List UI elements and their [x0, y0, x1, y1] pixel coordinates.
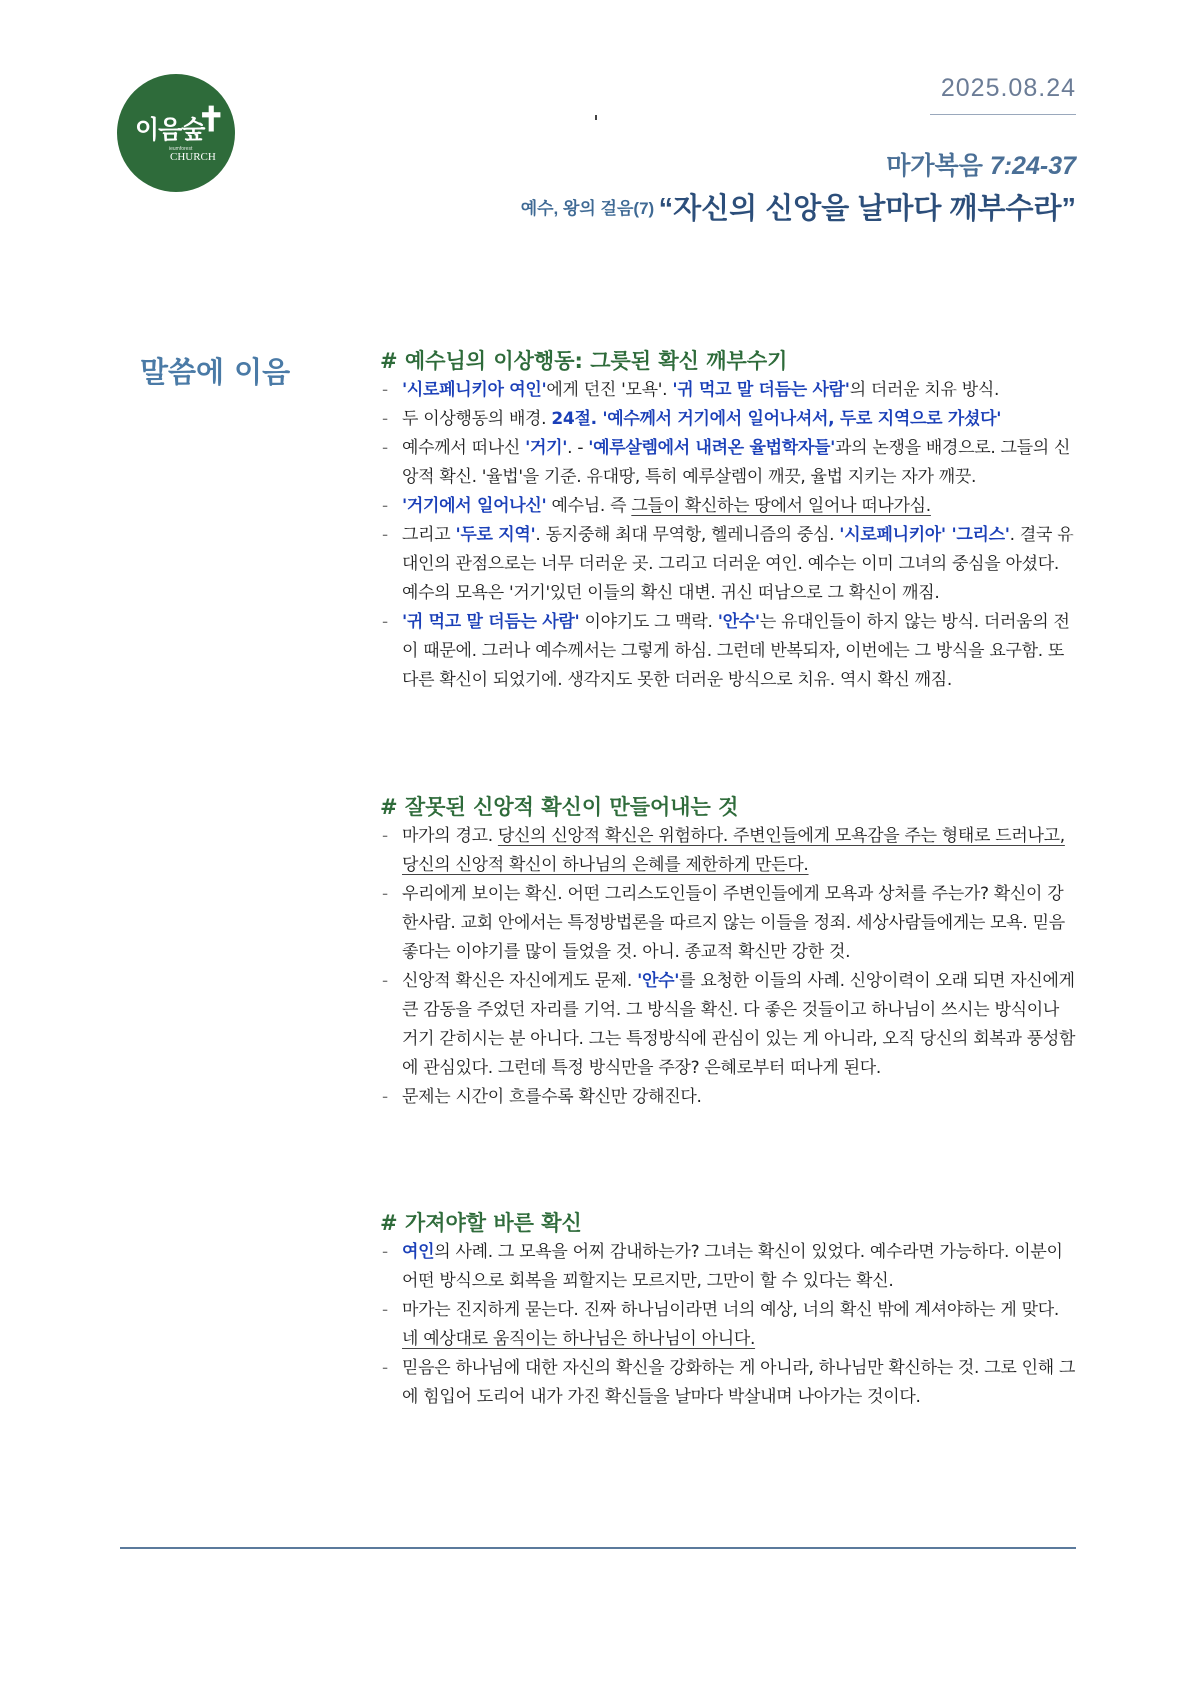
list-item [380, 521, 1076, 608]
highlighted-text: '거기' [525, 438, 568, 458]
highlighted-text: 24절. '예수께서 거기에서 일어나셔서, 두로 지역으로 가셨다' [551, 409, 1002, 429]
list-item [380, 405, 1076, 434]
section-2 [380, 792, 1076, 1112]
underlined-text: 그들이 확신하는 땅에서 일어나 떠나가심. [631, 496, 931, 516]
scripture-book: 마가복음 [886, 152, 983, 180]
highlighted-text: '거기에서 일어나신' [402, 496, 547, 516]
item-text: . 동지중해 최대 무역항, 헬레니즘의 중심. [535, 525, 840, 545]
item-text: 과의 논쟁을 배경으로. 그들의 신앙적 확신. '율법'을 기준. 유대땅, 특히 예루살렘이 깨끗, 율법 지키는 자가 깨끗. [402, 438, 1071, 487]
scripture-reference [886, 146, 1076, 182]
list-item [380, 880, 1076, 967]
cross-icon: ✝ [197, 100, 226, 140]
list-item [380, 376, 1076, 405]
section-list [380, 376, 1076, 695]
item-text: 는 유대인들이 하지 않는 방식. 더러움의 전이 때문에. 그러나 예수께서는 그렇게 하심. 그런데 반복되자, 이번에는 그 방식을 요구함. 또다른 확신이 되었기에. 생각지도 못한 더러운 방식으로 치유. 역시 확신 깨짐. [402, 612, 1070, 690]
highlighted-text: '안수' [637, 971, 680, 991]
item-text: 우리에게 보이는 확신. 어떤 그리스도인들이 주변인들에게 모욕과 상처를 주는가? 확신이 강한사람. 교회 안에서는 특정방법론을 따르지 않는 이들을 정죄. 세상사람들에게는 모욕. 믿음 좋다는 이야기를 많이 들었을 것. 아니. 종교적 확신만 강한 것. [402, 884, 1065, 962]
item-text: 의 더러운 치유 방식. [849, 380, 1000, 400]
item-text: 문제는 시간이 흐를수록 확신만 강해진다. [402, 1087, 702, 1107]
highlighted-text: '예루살렘에서 내려온 율법학자들' [588, 438, 836, 458]
item-text: 신앙적 확신은 자신에게도 문제. [402, 971, 638, 991]
scripture-verses: 7:24-37 [989, 152, 1076, 180]
section-heading: # 잘못된 신앙적 확신이 만들어내는 것 [380, 795, 739, 819]
item-text: 의 사례. 그 모욕을 어찌 감내하는가? 그녀는 확신이 있었다. 예수라면 가능하다. 이분이 어떤 방식으로 회복을 꾀할지는 모르지만, 그만이 할 수 있다는 확신. [402, 1242, 1063, 1291]
list-item [380, 822, 1076, 880]
logo-subtext: ieumforest [169, 146, 193, 152]
side-section-title: 말씀에 이음 [140, 355, 291, 389]
underlined-text: 네 예상대로 움직이는 하나님은 하나님이 아니다. [402, 1329, 756, 1349]
list-item [380, 608, 1076, 695]
section-list [380, 822, 1076, 1112]
item-text: 이야기도 그 맥락. [579, 612, 718, 632]
item-text: . - [567, 438, 589, 458]
church-logo [117, 74, 235, 192]
list-item [380, 967, 1076, 1083]
list-item [380, 1238, 1076, 1296]
item-text: 믿음은 하나님에 대한 자신의 확신을 강화하는 게 아니라, 하나님만 확신하는 것. 그로 인해 그에 힘입어 도리어 내가 가진 확신들을 날마다 박살내며 나아가는 것이다. [402, 1358, 1076, 1407]
section-3 [380, 1208, 1076, 1412]
section-1 [380, 346, 1076, 695]
logo-church-text: CHURCH [170, 151, 216, 163]
logo-wordmark: 이음숲 [135, 115, 205, 144]
highlighted-text: '귀 먹고 말 더듬는 사람' [672, 380, 850, 400]
decorative-mark [595, 115, 597, 120]
list-item [380, 434, 1076, 492]
highlighted-text: '시로페니키아' '그리스' [839, 525, 1010, 545]
list-item [380, 492, 1076, 521]
list-item [380, 1354, 1076, 1412]
list-item [380, 1083, 1076, 1112]
item-text: . 결국 유대인의 관점으로는 너무 더러운 곳. 그리고 더러운 여인. 예수는 이미 그녀의 중심을 아셨다. 예수의 모욕은 '거기'있던 이들의 확신 대변. 귀신 떠남으로 그 확신이 깨짐. [402, 525, 1074, 603]
series-label: 예수, 왕의 걸음(7) [520, 199, 655, 218]
highlighted-text: '두로 지역' [455, 525, 536, 545]
footer-divider [120, 1547, 1076, 1549]
item-text: 예수님. 즉 [546, 496, 632, 516]
item-text: 에게 던진 '모욕'. [546, 380, 673, 400]
underlined-text: 당신의 신앙적 확신은 위험하다. 주변인들에게 모욕감을 주는 형태로 드러나고, 당신의 신앙적 확신이 하나님의 은혜를 제한하게 만든다. [402, 826, 1065, 875]
highlighted-text: '안수' [717, 612, 760, 632]
date-divider [930, 114, 1076, 115]
section-heading: # 가져야할 바른 확신 [380, 1211, 582, 1235]
item-text: 를 요청한 이들의 사례. 신앙이력이 오래 되면 자신에게 큰 감동을 주었던 자리를 기억. 그 방식을 확신. 다 좋은 것들이고 하나님이 쓰시는 방식이나 거기 갇히시는 분 아니다. 그는 특정방식에 관심이 있는 게 아니라, 오직 당신의 회복과 풍성함에 관심있다. 그런데 특정 방식만을 주장? 은혜로부터 떠나게 된다. [402, 971, 1076, 1078]
section-list [380, 1238, 1076, 1412]
item-text: 두 이상행동의 배경. [402, 409, 552, 429]
sermon-title: “자신의 신앙을 날마다 깨부수라” [658, 193, 1076, 225]
item-text: 그리고 [402, 525, 456, 545]
highlighted-text: '귀 먹고 말 더듬는 사람' [402, 612, 580, 632]
highlighted-text: 여인 [402, 1242, 435, 1262]
highlighted-text: '시로페니키아 여인' [402, 380, 547, 400]
list-item [380, 1296, 1076, 1354]
item-text: 마가는 진지하게 묻는다. 진짜 하나님이라면 너의 예상, 너의 확신 밖에 계셔야하는 게 맞다. [402, 1300, 1059, 1320]
section-heading: # 예수님의 이상행동: 그릇된 확신 깨부수기 [380, 349, 788, 373]
title-line [521, 186, 1076, 227]
item-text: 마가의 경고. [402, 826, 498, 846]
sermon-date: 2025.08.24 [940, 74, 1076, 102]
item-text: 예수께서 떠나신 [402, 438, 526, 458]
